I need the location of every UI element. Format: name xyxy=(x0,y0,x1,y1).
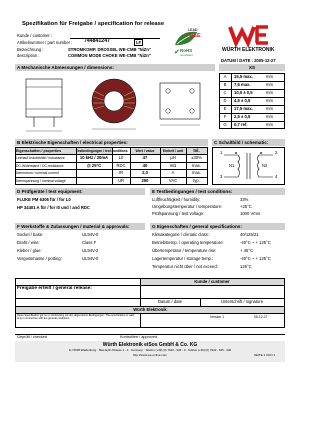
winding-label-n1: N1 xyxy=(229,163,235,168)
description-value: COMMON MODE CHOKE WE-CMB "NiZn" xyxy=(68,53,151,58)
material-label: Draht / wire: xyxy=(17,240,40,245)
dimension-value: 0,7 ref. xyxy=(234,122,248,127)
test-condition: @ 25°C xyxy=(86,162,102,168)
dimension-drawing xyxy=(18,73,214,137)
pin-label-4: 4 xyxy=(275,174,278,179)
footer-company: Würth Elektronik eiSos GmbH & Co. KG xyxy=(102,342,198,348)
section-f-header: F Werkstoffe & Zulassungen / material & approvals: xyxy=(15,223,145,230)
electrical-col-divider xyxy=(76,147,77,185)
dimension-unit: mm xyxy=(266,98,273,103)
page-title: Spezifikation für Freigabe / specification for release xyxy=(22,21,165,27)
test-condition-label: Prüfspannung / test voltage: xyxy=(152,211,205,216)
release-wuerth-col: Würth Elektronik xyxy=(16,307,284,313)
dimension-unit: mm xyxy=(266,74,273,79)
dimension-row-divider xyxy=(219,105,285,106)
release-customer-col: Kunde / customer xyxy=(140,279,284,285)
page-number: SEITE 1 VON 1 xyxy=(254,353,276,357)
parameter-tolerance: max. xyxy=(191,170,202,175)
lead-free-logo xyxy=(172,28,200,50)
test-condition-value: +25°C xyxy=(240,204,252,209)
pin-label-2: 2 xyxy=(275,150,278,155)
test-condition xyxy=(76,170,112,176)
parameter-tolerance: typ. xyxy=(193,177,200,183)
col-value-header: Wert / value xyxy=(130,148,160,154)
designation-label: Bezeichnung : xyxy=(17,47,44,52)
col-unit-header: Einheit / unit xyxy=(160,148,186,154)
electrical-col-divider xyxy=(160,147,161,185)
col-tol-header: tol. xyxy=(186,148,207,154)
lf-badge-text: LF xyxy=(135,40,142,45)
material-label: Kleber / glue: xyxy=(17,248,42,253)
spec-label: Betriebstemp. / operating temperature: xyxy=(152,240,224,245)
col-properties-header: Eigenschaften / properties xyxy=(16,148,76,154)
dimension-unit: mm xyxy=(266,90,273,95)
designation-value: STROMKOMP. DROSSEL WE-CMB "NiZn" xyxy=(68,47,151,52)
compliant-text: compliant xyxy=(180,53,193,57)
dimension-value: 4,5 ± 0,5 xyxy=(234,98,251,103)
dimension-letter: D xyxy=(223,98,227,103)
property-name: Leerlauf-Induktivität / inductance xyxy=(16,156,65,160)
dimension-letter: E xyxy=(223,106,227,111)
pin-label-3: 3 xyxy=(220,174,223,179)
parameter-symbol: UR xyxy=(117,177,125,183)
test-equipment-1: FLUKE PM 6306 für / for L0 xyxy=(17,197,71,202)
material-value: UL94V-0 xyxy=(82,232,99,237)
winding-label-n2: N2 xyxy=(262,163,268,168)
spec-label: Temperatur nicht über / not exceed: xyxy=(152,264,218,269)
spec-value: 125°C xyxy=(240,264,252,269)
release-vdivider-1 xyxy=(140,278,141,328)
checked-label: Geprüft / checked xyxy=(17,335,47,339)
col-conditions-header: Testbedingungen / test conditions xyxy=(76,149,128,153)
section-c-header: C Schaltbild / schematic: xyxy=(212,139,285,146)
parameter-symbol: L0 xyxy=(118,155,124,160)
parameter-tolerance: ±30% xyxy=(191,155,202,160)
spec-value: 40/125/21 xyxy=(240,232,259,237)
parameter-symbol: RDC xyxy=(116,162,126,168)
dimension-value: 10,0 ± 0,5 xyxy=(234,90,253,95)
dimension-value: 2,5 ± 0,5 xyxy=(234,114,251,119)
parameter-tolerance: max. xyxy=(191,162,202,168)
release-divider-1 xyxy=(15,285,285,286)
parameter-unit: A xyxy=(171,170,175,175)
brand-name: WÜRTH ELEKTRONIK xyxy=(222,47,275,53)
version-label: Version 1 xyxy=(210,315,225,319)
material-label: Sockel / base: xyxy=(17,232,44,237)
electrical-col-divider xyxy=(130,147,131,185)
dimension-row-divider xyxy=(219,113,285,114)
rohs-text: RoHS xyxy=(180,48,193,53)
property-name: Nennstrom / nominal current xyxy=(16,171,59,175)
approved-label: Kontrolliert / approved xyxy=(120,335,158,339)
parameter-unit: µH xyxy=(170,155,176,160)
dimension-value: 17,5 max. xyxy=(234,106,253,111)
dimension-unit: mm xyxy=(266,106,273,111)
parameter-value: 2,0 xyxy=(142,170,148,175)
parameter-unit: VAC xyxy=(168,177,178,183)
pin-label-1: 1 xyxy=(220,150,223,155)
spec-label: Klimakategorie / climatic class: xyxy=(152,232,210,237)
dimension-letter: A xyxy=(223,74,227,79)
lead-free-bottom-text: FREE xyxy=(186,33,201,39)
dimension-unit: mm xyxy=(266,114,273,119)
dimension-letter: B xyxy=(223,82,227,87)
test-condition xyxy=(76,178,112,184)
parameter-unit: mΩ xyxy=(169,162,177,168)
rohs-logo xyxy=(174,48,198,60)
test-condition-value: 33% xyxy=(240,197,249,202)
check-icon: ✔ xyxy=(174,49,180,56)
electrical-col-divider xyxy=(112,147,113,185)
dimension-value: 15,5 max. xyxy=(234,74,253,79)
material-label: Vergussmasse / potting: xyxy=(17,256,62,261)
dimension-letter: F xyxy=(223,114,227,119)
electrical-col-divider xyxy=(186,147,187,185)
dimension-row-divider xyxy=(219,81,285,82)
test-condition-value: 1000 Vrms xyxy=(240,211,261,216)
article-label: Artikelnummer / part number : xyxy=(17,40,73,45)
article-number: 744841247 xyxy=(84,38,110,44)
material-value: Class F xyxy=(82,240,97,245)
release-label: Freigabe erteilt / general release: xyxy=(17,286,92,291)
footer-web: http://www.we-online.com xyxy=(132,353,167,357)
footer-address: D-74638 Waldenburg · Max-Eyth-Strasse 1 - 3 · Germany · Telefon (+49) (0) 7942 - 945 - 0 · Telefax (+49) (0) 7942 - 945 - 400 xyxy=(68,348,232,352)
test-condition: 10 kHz / 30mA xyxy=(79,155,109,160)
section-a-header: A Mechanische Abmessungen / dimensions: xyxy=(15,64,215,71)
parameter-value: 40 xyxy=(142,162,148,168)
size-label: XS xyxy=(219,64,285,71)
property-name: DC-Widerstand / DC-resistance xyxy=(16,163,64,168)
dimension-letter: G xyxy=(223,122,227,127)
dimension-row-divider xyxy=(219,121,285,122)
parameter-value: 47 xyxy=(142,155,148,160)
property-name: Nennspannung / nominal voltage xyxy=(16,178,66,183)
release-sign-col: Unterschrift / signature xyxy=(220,299,264,304)
test-equipment-2: HP 34401 A für / for I0 und / and RDC xyxy=(17,205,90,210)
description-label: description : xyxy=(17,53,40,58)
dimension-value: 7,5 max. xyxy=(234,82,251,87)
dimension-unit: mm xyxy=(266,122,273,127)
schematic-drawing xyxy=(212,147,285,185)
spec-value: -40°C ~ + 125°C xyxy=(240,240,271,245)
version-date: 05-12-27 xyxy=(254,315,268,319)
dimension-row-divider xyxy=(219,97,285,98)
section-b-header: B Elektrische Eigenschaften / electrical properties: xyxy=(15,139,208,146)
parameter-symbol: IR xyxy=(118,170,124,175)
dimension-letter: C xyxy=(223,90,227,95)
test-condition-label: Umgebungstemperatur / temperature: xyxy=(152,204,223,209)
release-vdivider-2 xyxy=(200,298,201,306)
release-note: Diese Spezifikation gilt nur in Verbindung mit den allgemeinen Bedingungen. This specification is valid only in connection with the general conditions. xyxy=(17,314,135,320)
test-condition-label: Luftfeuchtigkeit / humidity: xyxy=(152,197,201,202)
material-value: UL94V-0 xyxy=(82,256,99,261)
dimension-col-divider xyxy=(231,73,232,129)
wuerth-logo xyxy=(216,25,280,53)
section-e-header: E Testbedingungen / test conditions: xyxy=(150,188,285,195)
parameter-value: 250 xyxy=(141,177,149,183)
dimension-unit: mm xyxy=(266,82,273,87)
section-d-header: D Prüfgeräte / test equipment: xyxy=(15,188,145,195)
spec-label: Übertemperatur / temperature rise: xyxy=(152,248,217,253)
section-g-header: G Eigenschaften / general specifications: xyxy=(150,223,285,230)
customer-label: Kunde / customer : xyxy=(17,33,53,38)
spec-label: Lagertemperatur / storage temp.: xyxy=(152,256,214,261)
material-value: UL94V-2 xyxy=(82,248,99,253)
release-date-col: Datum / date xyxy=(158,299,182,304)
document-date: DATUM / DATE : 2005-12-27 xyxy=(221,58,276,63)
dimension-row-divider xyxy=(219,89,285,90)
spec-value: -40°C ~ + 125°C xyxy=(240,256,271,261)
spec-value: + 45°C xyxy=(240,248,253,253)
lead-free-top-text: LEAD xyxy=(188,28,198,32)
